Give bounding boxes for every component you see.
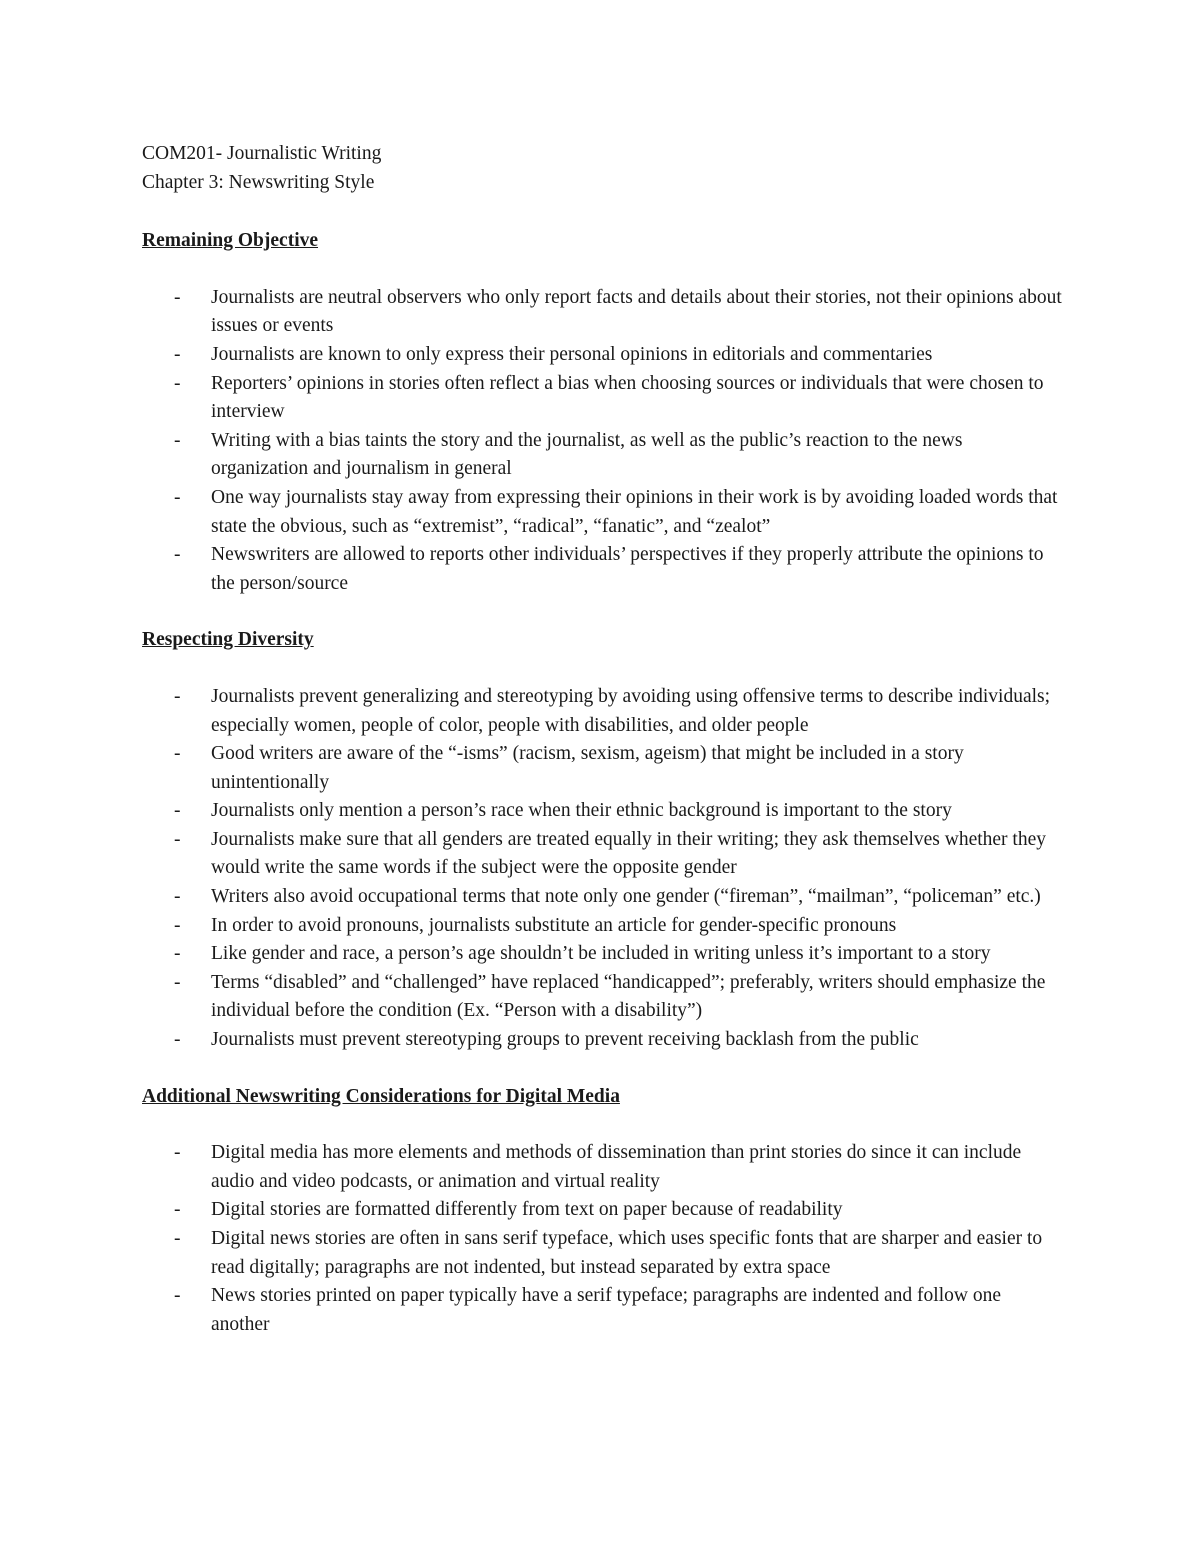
bullet-dash: - bbox=[174, 1142, 181, 1164]
bullet-list-respecting-diversity bbox=[142, 683, 1062, 1055]
list-item-text: Journalists must prevent stereotyping groups to prevent receiving backlash from the public bbox=[211, 1029, 919, 1051]
section-heading-remaining-objective: Remaining Objective bbox=[142, 230, 319, 252]
bullet-dash: - bbox=[174, 486, 181, 508]
document-page bbox=[142, 140, 1062, 1339]
list-item-text: Good writers are aware of the “-isms” (racism, sexism, ageism) that might be included in a story unintentionally bbox=[211, 743, 964, 793]
list-item-text: Digital stories are formatted differently from text on paper because of readability bbox=[211, 1199, 843, 1221]
bullet-list-remaining-objective bbox=[142, 284, 1062, 599]
list-item bbox=[142, 1139, 1062, 1196]
list-item-text: Reporters’ opinions in stories often reflect a bias when choosing sources or individuals that were chosen to interview bbox=[211, 372, 1044, 423]
list-item bbox=[142, 940, 1062, 969]
bullet-dash: - bbox=[174, 343, 181, 365]
list-item-text: Digital media has more elements and methods of dissemination than print stories do since it can include audio and video podcasts, or animation and virtual reality bbox=[211, 1142, 1022, 1192]
list-item-text: Terms “disabled” and “challenged” have replaced “handicapped”; preferably, writers should emphasize the individual before the condition (Ex. “Person with a disability”) bbox=[211, 971, 1046, 1022]
list-item bbox=[142, 797, 1062, 826]
list-item-text: Journalists are neutral observers who only report facts and details about their stories, not their opinions about issues or events bbox=[211, 286, 1062, 337]
list-item-text: Journalists are known to only express their personal opinions in editorials and commentaries bbox=[211, 343, 933, 365]
bullet-dash: - bbox=[174, 1029, 181, 1051]
list-item bbox=[142, 341, 1062, 370]
bullet-dash: - bbox=[174, 286, 181, 308]
list-item-text: Newswriters are allowed to reports other individuals’ perspectives if they properly attribute the opinions to the person/source bbox=[211, 544, 1044, 594]
bullet-dash: - bbox=[174, 743, 181, 765]
list-item bbox=[142, 541, 1062, 598]
bullet-dash: - bbox=[174, 685, 181, 707]
bullet-dash: - bbox=[174, 971, 181, 993]
bullet-dash: - bbox=[174, 372, 181, 394]
bullet-dash: - bbox=[174, 544, 181, 566]
list-item bbox=[142, 883, 1062, 912]
chapter-title: Chapter 3: Newswriting Style bbox=[142, 171, 375, 193]
list-item-text: News stories printed on paper typically have a serif typeface; paragraphs are indented and follow one another bbox=[211, 1285, 1001, 1335]
bullet-list-digital-media bbox=[142, 1139, 1062, 1339]
list-item-text: One way journalists stay away from expressing their opinions in their work is by avoiding loaded words that state the obvious, such as “extremist”, “radical”, “fanatic”, and “zealot” bbox=[211, 486, 1058, 537]
list-item bbox=[142, 484, 1062, 541]
list-item-text: Journalists only mention a person’s race when their ethnic background is important to the story bbox=[211, 800, 952, 822]
list-item bbox=[142, 427, 1062, 484]
list-item bbox=[142, 912, 1062, 941]
bullet-dash: - bbox=[174, 800, 181, 822]
list-item-text: Journalists prevent generalizing and stereotyping by avoiding using offensive terms to describe individuals; especially women, people of color, people with disabilities, and older people bbox=[211, 685, 1051, 736]
bullet-dash: - bbox=[174, 886, 181, 908]
list-item-text: Like gender and race, a person’s age shouldn’t be included in writing unless it’s important to a story bbox=[211, 943, 991, 965]
list-item-text: In order to avoid pronouns, journalists substitute an article for gender-specific pronouns bbox=[211, 914, 897, 936]
section-heading-digital-media: Additional Newswriting Considerations for Digital Media bbox=[142, 1085, 620, 1107]
bullet-dash: - bbox=[174, 828, 181, 850]
list-item bbox=[142, 1282, 1062, 1339]
bullet-dash: - bbox=[174, 1199, 181, 1221]
section-heading-respecting-diversity: Respecting Diversity bbox=[142, 629, 314, 651]
course-title: COM201- Journalistic Writing bbox=[142, 143, 382, 164]
bullet-dash: - bbox=[174, 943, 181, 965]
bullet-dash: - bbox=[174, 1285, 181, 1307]
list-item bbox=[142, 683, 1062, 740]
bullet-dash: - bbox=[174, 429, 181, 451]
list-item bbox=[142, 826, 1062, 883]
list-item-text: Writing with a bias taints the story and the journalist, as well as the public’s reaction to the news organization and journalism in general bbox=[211, 429, 963, 480]
list-item bbox=[142, 1026, 1062, 1055]
list-item bbox=[142, 740, 1062, 797]
bullet-dash: - bbox=[174, 1228, 181, 1249]
list-item bbox=[142, 1225, 1062, 1282]
bullet-dash: - bbox=[174, 914, 181, 936]
list-item bbox=[142, 370, 1062, 427]
list-item-text: Journalists make sure that all genders are treated equally in their writing; they ask themselves whether they would write the same words if the subject were the opposite gender bbox=[211, 828, 1046, 879]
list-item bbox=[142, 969, 1062, 1026]
list-item bbox=[142, 1196, 1062, 1225]
list-item-text: Digital news stories are often in sans serif typeface, which uses specific fonts that are sharper and easier to read digitally; paragraphs are not indented, but instead separated by extra space bbox=[211, 1228, 1043, 1278]
list-item-text: Writers also avoid occupational terms that note only one gender (“fireman”, “mailman”, “policeman” etc.) bbox=[211, 886, 1041, 908]
list-item bbox=[142, 284, 1062, 341]
